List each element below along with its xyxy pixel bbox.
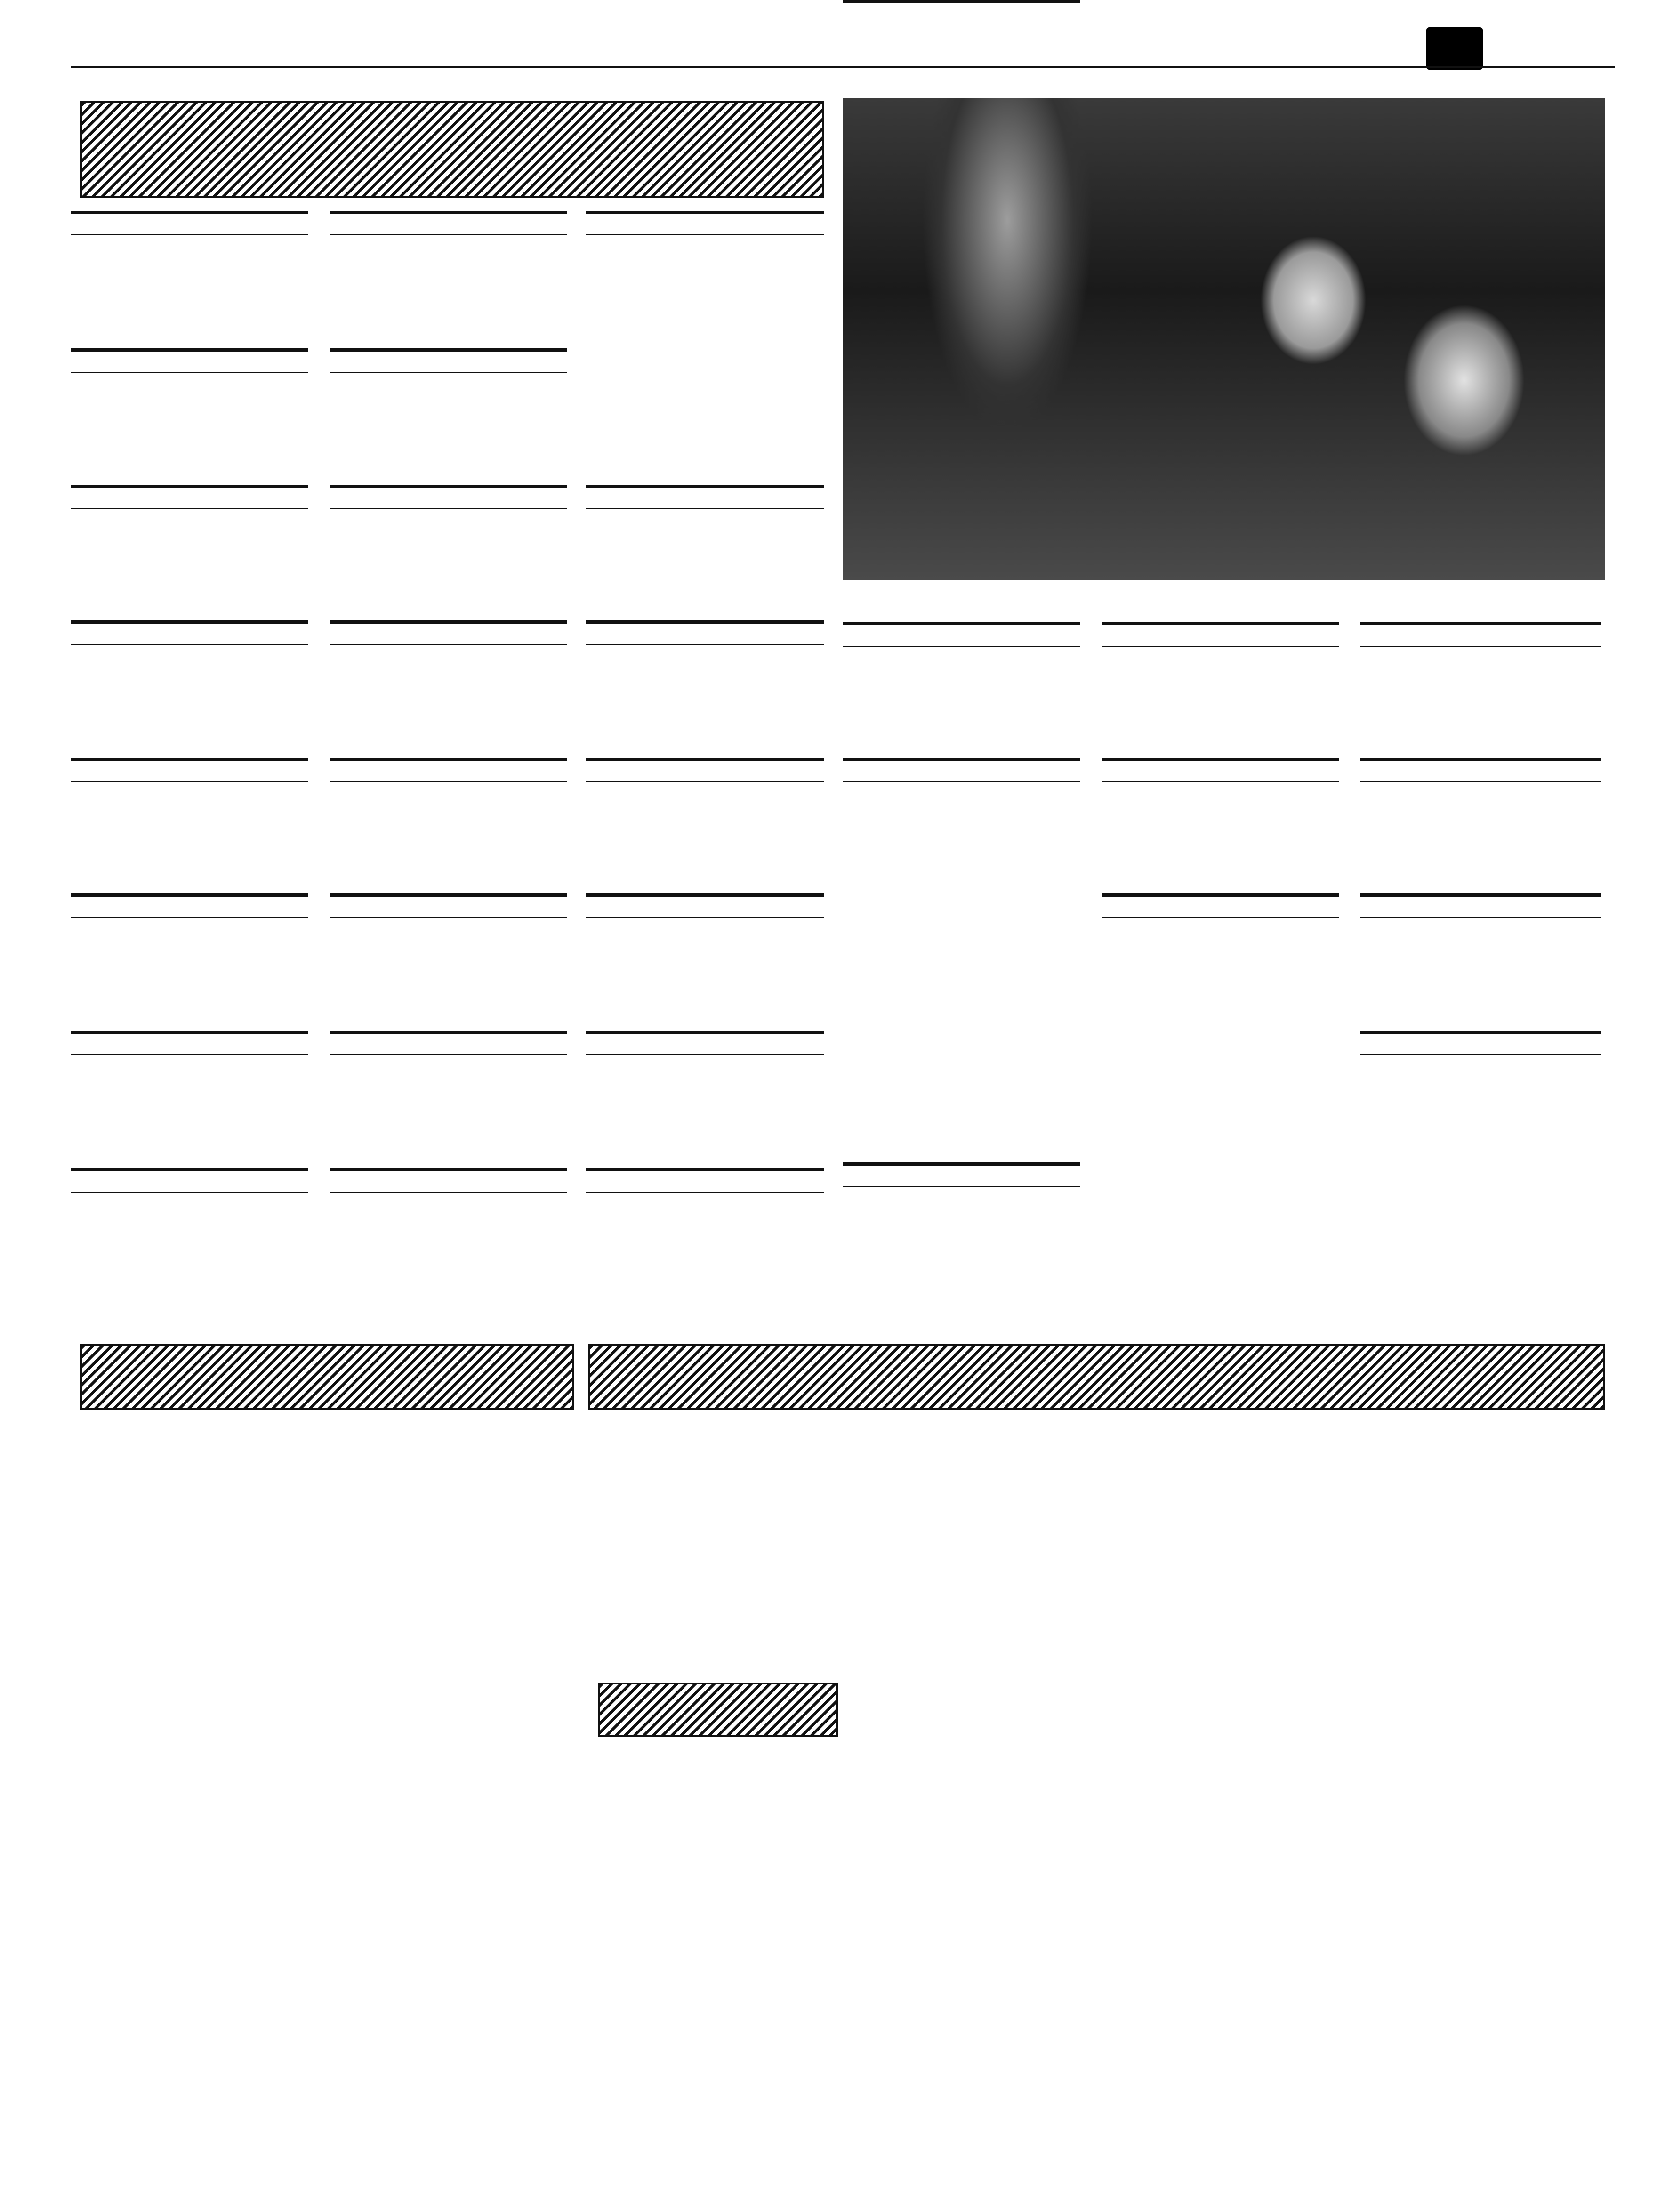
cinema-name-bar xyxy=(1360,1031,1601,1055)
cinema-name-bar xyxy=(1102,893,1339,918)
cinema-name-bar xyxy=(1360,758,1601,782)
cinema-name-bar xyxy=(71,620,308,645)
cinema-name-bar xyxy=(330,758,567,782)
cinema-listing xyxy=(843,0,1080,35)
cinema-name-bar xyxy=(330,893,567,918)
cinema-name-bar xyxy=(71,211,308,235)
cinemas-banner xyxy=(80,101,824,198)
teatros-banner xyxy=(598,1683,838,1737)
cinema-listing xyxy=(71,348,308,482)
film-photo xyxy=(843,98,1605,580)
cinema-name-bar xyxy=(71,758,308,782)
cinema-name-bar xyxy=(586,1031,824,1055)
newspaper-logo xyxy=(1426,27,1483,70)
cinema-listing xyxy=(586,211,824,484)
cinema-name-bar xyxy=(330,485,567,509)
cinema-listing xyxy=(586,485,824,619)
cinema-listing xyxy=(71,1168,308,1302)
outros-col-1 xyxy=(82,1412,327,2184)
cinema-name-bar xyxy=(843,758,1080,782)
cinema-listing xyxy=(71,1031,308,1165)
cinema-name-bar xyxy=(586,485,824,509)
cinema-name-bar xyxy=(586,620,824,645)
outros-col-2 xyxy=(334,1410,574,2181)
cinema-listing xyxy=(843,758,1080,1162)
cinema-listing xyxy=(71,211,308,345)
cinema-name-bar xyxy=(330,211,567,235)
cinema-name-bar xyxy=(1102,758,1339,782)
cinema-name-bar xyxy=(843,622,1080,647)
cinema-name-bar xyxy=(330,620,567,645)
cinema-name-bar xyxy=(586,1168,824,1193)
cinema-listing xyxy=(586,758,824,892)
teatros-col xyxy=(595,1739,840,2184)
cinema-listing xyxy=(71,758,308,892)
cinema-name-bar xyxy=(843,1162,1080,1187)
cinema-name-bar xyxy=(843,0,1080,24)
cinema-listing xyxy=(1360,893,1601,1031)
outros-banner xyxy=(80,1344,574,1410)
cinema-listing xyxy=(330,1031,567,1165)
farmacias-col-4 xyxy=(1360,1426,1605,2184)
farmacias-banner xyxy=(588,1344,1605,1410)
cinema-listing xyxy=(586,1168,824,1302)
cinema-listing xyxy=(843,622,1080,758)
cinema-listing xyxy=(586,620,824,754)
cinema-listing xyxy=(1102,893,1339,1298)
cinema-name-bar xyxy=(1102,622,1339,647)
cinema-listing xyxy=(71,485,308,619)
farmacias-col-1 xyxy=(595,1426,840,1680)
cinema-listing xyxy=(330,211,567,345)
cinema-listing xyxy=(330,893,567,1027)
cinema-listing xyxy=(843,1162,1080,1299)
farmacias-col-3 xyxy=(1106,1426,1351,2184)
cinema-listing xyxy=(1102,622,1339,758)
cinema-name-bar xyxy=(71,348,308,373)
cinema-listing xyxy=(330,1168,567,1302)
cinema-name-bar xyxy=(330,348,567,373)
cinema-name-bar xyxy=(1360,622,1601,647)
cinema-listing xyxy=(1360,1031,1601,1168)
cinema-name-bar xyxy=(1360,893,1601,918)
cinema-listing xyxy=(1360,758,1601,893)
cinema-name-bar xyxy=(586,893,824,918)
cinema-listing xyxy=(330,758,567,892)
cinema-listing xyxy=(330,348,567,482)
cinema-listing xyxy=(71,620,308,754)
cinema-name-bar xyxy=(586,211,824,235)
header-rule xyxy=(71,66,1615,68)
cinema-name-bar xyxy=(330,1168,567,1193)
cinema-listing xyxy=(330,485,567,619)
cinema-listing xyxy=(1360,622,1601,758)
cinema-name-bar xyxy=(330,1031,567,1055)
farmacias-col-2 xyxy=(852,1426,1097,2184)
cinema-listing xyxy=(1102,758,1339,893)
cinema-name-bar xyxy=(71,893,308,918)
cinema-listing xyxy=(586,893,824,1027)
cinema-listing xyxy=(71,893,308,1027)
cinema-name-bar xyxy=(586,758,824,782)
cinema-name-bar xyxy=(71,485,308,509)
cinema-name-bar xyxy=(71,1031,308,1055)
cinema-name-bar xyxy=(71,1168,308,1193)
cinema-listing xyxy=(586,1031,824,1165)
cinema-listing xyxy=(330,620,567,754)
